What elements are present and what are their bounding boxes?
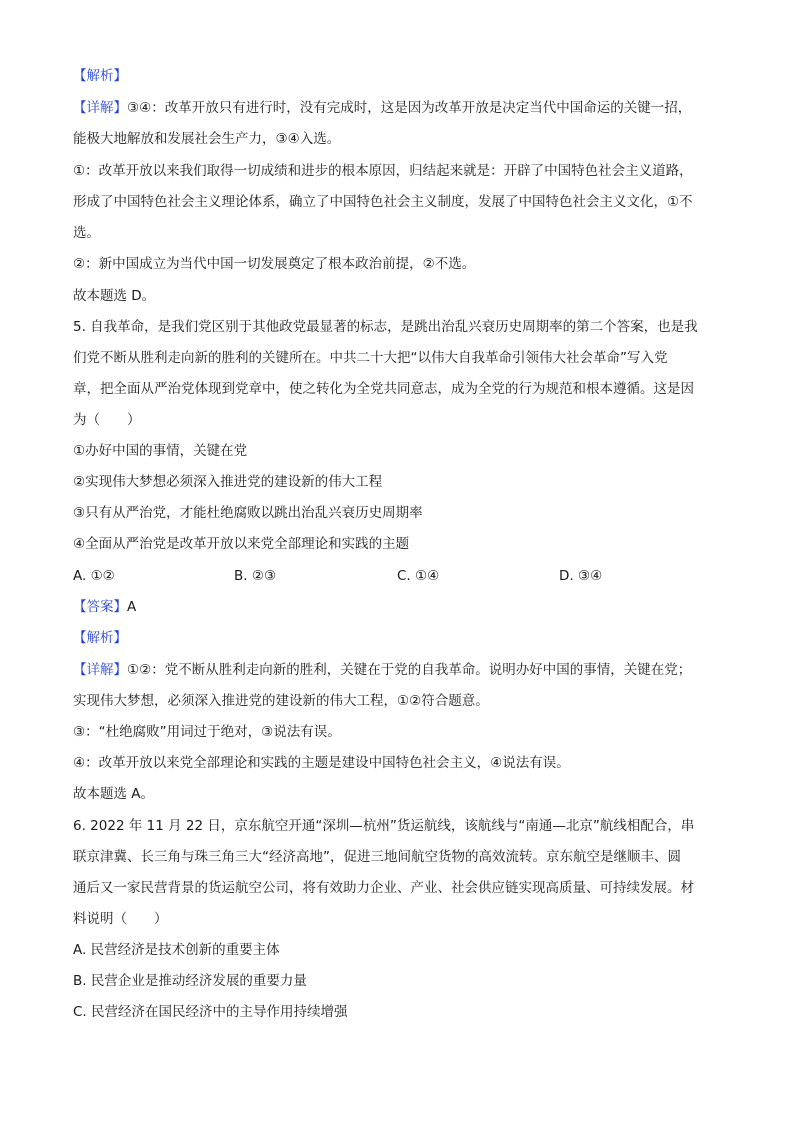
analysis-line: [73, 660, 723, 680]
analysis-line: 实现伟大梦想，必须深入推进党的建设新的伟大工程，①②符合题意。: [73, 693, 489, 709]
analysis-line: 选。: [73, 225, 100, 241]
question-stem: 5. 自我革命，是我们党区别于其他政党最显著的标志，是跳出治乱兴衰历史周期率的第二个答案，也是我: [73, 319, 698, 335]
option-c: C. ①④: [397, 568, 440, 584]
question-stem: 通后又一家民营背景的货运航空公司，将有效助力企业、产业、社会供应链实现高质量、可持续发展。材: [73, 880, 694, 896]
analysis-text: ③④：改革开放只有进行时，没有完成时，这是因为改革开放是决定当代中国命运的关键一招，: [127, 100, 692, 116]
conclusion-line: 故本题选 D。: [73, 288, 156, 304]
statement-item: ③只有从严治党，才能杜绝腐败以跳出治乱兴衰历史周期率: [73, 505, 423, 521]
option-c: C. 民营经济在国民经济中的主导作用持续增强: [73, 1004, 348, 1020]
statement-item: ②实现伟大梦想必须深入推进党的建设新的伟大工程: [73, 474, 383, 490]
analysis-line: 形成了中国特色社会主义理论体系，确立了中国特色社会主义制度，发展了中国特色社会主义文化，①不: [73, 194, 693, 210]
analysis-line: ④：改革开放以来党全部理论和实践的主题是建设中国特色社会主义，④说法有误。: [73, 755, 570, 771]
analysis-line: [73, 98, 723, 118]
analysis-line: 能极大地解放和发展社会生产力，③④入选。: [73, 131, 341, 147]
option-b: B. ②③: [234, 568, 277, 584]
analysis-line: ③：“杜绝腐败”用词过于绝对，③说法有误。: [73, 724, 341, 740]
question-stem: 为（ ）: [73, 412, 141, 428]
question-stem: 6. 2022 年 11 月 22 日，京东航空开通“深圳—杭州”货运航线，该航线与“南通—北京”航线相配合，串: [73, 818, 695, 834]
detail-tag: 【详解】: [73, 100, 127, 116]
option-b: B. 民营企业是推动经济发展的重要力量: [73, 973, 307, 989]
analysis-line: ①：改革开放以来我们取得一切成绩和进步的根本原因，归结起来就是：开辟了中国特色社会主义道路，: [73, 163, 693, 179]
option-a: A. ①②: [73, 568, 115, 584]
detail-tag: 【详解】: [73, 662, 127, 678]
analysis-heading: 【解析】: [73, 630, 127, 646]
question-stem: 章，把全面从严治党体现到党章中，使之转化为全党共同意志，成为全党的行为规范和根本遵循。这是因: [73, 381, 694, 397]
answer-line: [73, 597, 723, 617]
question-stem: 们党不断从胜利走向新的胜利的关键所在。中共二十大把“以伟大自我革命引领伟大社会革命”写入党: [73, 350, 668, 366]
analysis-heading: 【解析】: [73, 68, 127, 84]
option-a: A. 民营经济是技术创新的重要主体: [73, 942, 280, 958]
answer-value: A: [127, 599, 137, 615]
analysis-text: ①②：党不断从胜利走向新的胜利，关键在于党的自我革命。说明办好中国的事情，关键在党；: [127, 662, 692, 678]
conclusion-line: 故本题选 A。: [73, 786, 155, 802]
analysis-line: ②：新中国成立为当代中国一切发展奠定了根本政治前提，②不选。: [73, 256, 476, 272]
question-stem: 联京津冀、长三角与珠三角三大“经济高地”，促进三地间航空货物的高效流转。京东航空是继顺丰、圆: [73, 849, 681, 865]
option-d: D. ③④: [559, 568, 603, 584]
answer-tag: 【答案】: [73, 599, 127, 615]
statement-item: ④全面从严治党是改革开放以来党全部理论和实践的主题: [73, 536, 410, 552]
statement-item: ①办好中国的事情，关键在党: [73, 443, 248, 459]
question-stem: 料说明（ ）: [73, 911, 168, 927]
